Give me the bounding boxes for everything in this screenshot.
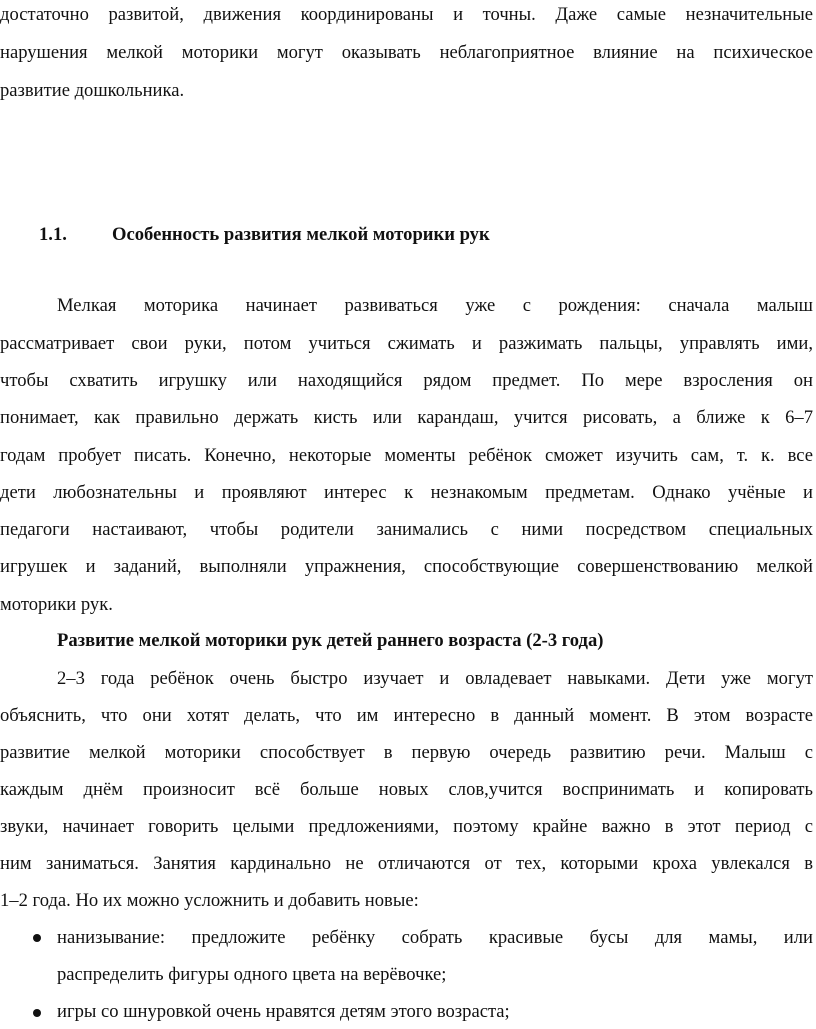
intro-line: развитие дошкольника. <box>0 80 185 101</box>
paragraph-line: игрушек и заданий, выполняли упражнения, способствующие совершенствованию мелкой <box>0 556 813 577</box>
paragraph-line: каждым днём произносит всё больше новых слов,учится воспринимать и копировать <box>0 779 813 800</box>
section-number: 1.1. <box>39 224 67 245</box>
list-item: игры со шнуровкой очень нравятся детям этого возраста; <box>57 1001 510 1022</box>
list-item: нанизывание: предложите ребёнку собрать красивые бусы для мамы, или <box>57 927 813 948</box>
paragraph-line: чтобы схватить игрушку или находящийся рядом предмет. По мере взросления он <box>0 370 813 391</box>
paragraph-line: годам пробует писать. Конечно, некоторые моменты ребёнок сможет изучить сам, т. к. все <box>0 445 813 466</box>
list-item-continuation: распределить фигуры одного цвета на верёвочке; <box>57 964 447 985</box>
bullet-icon <box>33 1009 41 1017</box>
paragraph-line: понимает, как правильно держать кисть или карандаш, учится рисовать, а ближе к 6–7 <box>0 407 813 428</box>
intro-line: нарушения мелкой моторики могут оказывать неблагоприятное влияние на психическое <box>0 42 813 63</box>
paragraph-line: звуки, начинает говорить целыми предложениями, поэтому крайне важно в этот период с <box>0 816 813 837</box>
paragraph-line: ним заниматься. Занятия кардинально не отличаются от тех, которыми кроха увлекался в <box>0 853 813 874</box>
paragraph-line: дети любознательны и проявляют интерес к незнакомым предметам. Однако учёные и <box>0 482 813 503</box>
paragraph-line: объяснить, что они хотят делать, что им интересно в данный момент. В этом возрасте <box>0 705 813 726</box>
paragraph-line: развитие мелкой моторики способствует в первую очередь развитию речи. Малыш с <box>0 742 813 763</box>
paragraph-line: Мелкая моторика начинает развиваться уже с рождения: сначала малыш <box>57 295 813 316</box>
intro-line: достаточно развитой, движения координированы и точны. Даже самые незначительные <box>0 4 813 25</box>
subheading: Развитие мелкой моторики рук детей раннего возраста (2-3 года) <box>57 630 604 651</box>
section-title: Особенность развития мелкой моторики рук <box>112 224 490 245</box>
paragraph-line: 2–3 года ребёнок очень быстро изучает и овладевает навыками. Дети уже могут <box>57 668 813 689</box>
paragraph-line: педагоги настаивают, чтобы родители занимались с ними посредством специальных <box>0 519 813 540</box>
bullet-icon <box>33 934 41 942</box>
paragraph-line: рассматривает свои руки, потом учиться сжимать и разжимать пальцы, управлять ими, <box>0 333 813 354</box>
paragraph-line: моторики рук. <box>0 594 113 615</box>
paragraph-line: 1–2 года. Но их можно усложнить и добавить новые: <box>0 890 419 911</box>
